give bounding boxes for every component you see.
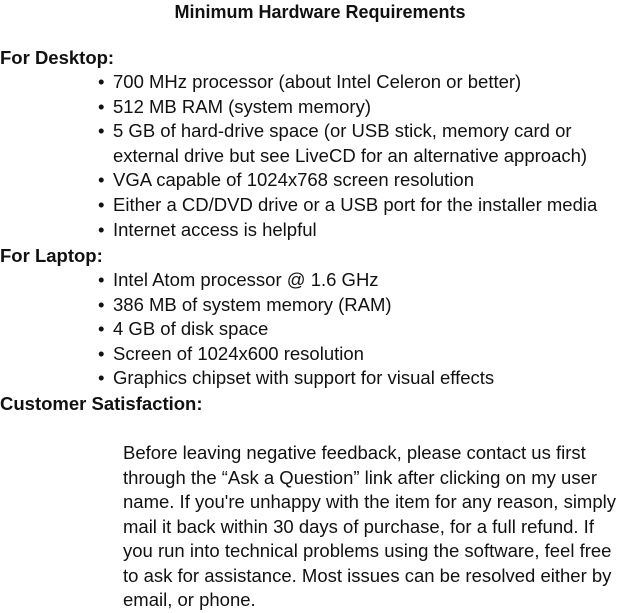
list-item: • 700 MHz processor (about Intel Celeron or better): [98, 70, 597, 95]
list-item: • 386 MB of system memory (RAM): [98, 293, 494, 318]
paragraph-line: through the “Ask a Question” link after clicking on my user: [123, 466, 598, 488]
list-item: • 512 MB RAM (system memory): [98, 95, 597, 120]
paragraph-line: Before leaving negative feedback, please contact us first: [123, 442, 586, 463]
desktop-heading: For Desktop:: [0, 47, 115, 68]
paragraph-line: email, or phone.: [123, 589, 256, 610]
paragraph-line: to ask for assistance. Most issues can be resolved either by: [123, 564, 612, 586]
list-item: • Graphics chipset with support for visual effects: [98, 366, 494, 391]
list-item: • 5 GB of hard-drive space (or USB stick, memory card or: [98, 119, 597, 144]
satisfaction-paragraph: [123, 441, 640, 613]
list-item: • Either a CD/DVD drive or a USB port for the installer media: [98, 193, 597, 218]
page-title: Minimum Hardware Requirements: [174, 2, 466, 22]
paragraph-line: mail it back within 30 days of purchase, for a full refund. If: [123, 515, 594, 537]
list-item: • Screen of 1024x600 resolution: [98, 342, 494, 367]
list-item-continuation: external drive but see LiveCD for an alternative approach): [113, 144, 588, 166]
paragraph-line: you run into technical problems using the software, feel free: [123, 540, 612, 561]
desktop-requirements-list: [98, 70, 597, 242]
laptop-requirements-list: [98, 268, 494, 391]
list-item: • 4 GB of disk space: [98, 317, 494, 342]
list-item: • Internet access is helpful: [98, 218, 597, 243]
paragraph-line: name. If you're unhappy with the item for any reason, simply: [123, 491, 616, 512]
satisfaction-heading: Customer Satisfaction:: [0, 393, 203, 414]
list-item: • Intel Atom processor @ 1.6 GHz: [98, 268, 494, 293]
laptop-heading: For Laptop:: [0, 245, 103, 266]
list-item: • VGA capable of 1024x768 screen resolution: [98, 168, 597, 193]
